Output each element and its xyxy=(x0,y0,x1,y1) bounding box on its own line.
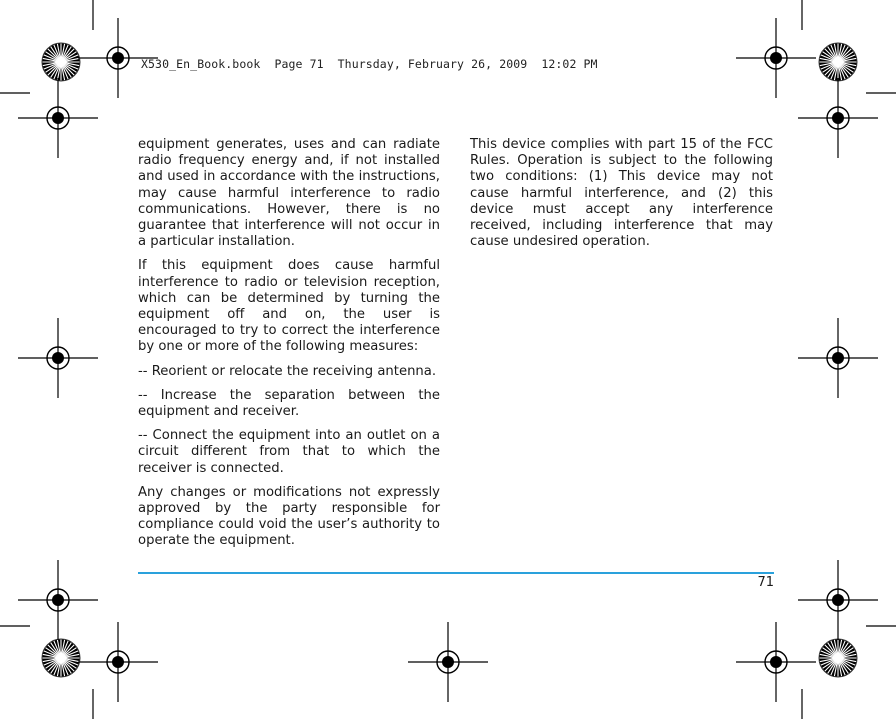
paragraph: -- Reorient or relocate the receiving antenna. xyxy=(138,363,437,379)
starburst-target-icon xyxy=(42,639,80,677)
paragraph: -- Increase the separation between the equipment and receiver. xyxy=(138,387,440,420)
page-number: 71 xyxy=(757,575,774,590)
right-column xyxy=(470,137,773,258)
paragraph: equipment generates, uses and can radiate radio frequency energy and, if not installed and used in accordance with the instructions, may cause harmful interference to radio communications. However, there is no guarantee that interference will not occur in a particular installation. xyxy=(138,137,440,250)
paragraph: -- Connect the equipment into an outlet on a circuit different from that to which the receiver is connected. xyxy=(138,428,440,476)
registration-target-icon xyxy=(736,18,816,98)
paragraph: Any changes or modifications not expressly approved by the party responsible for compliance could void the user’s authority to operate the equipment. xyxy=(138,484,440,549)
starburst-target-icon xyxy=(819,639,857,677)
left-column xyxy=(138,137,440,558)
footer-rule xyxy=(138,572,774,574)
registration-target-icon xyxy=(18,318,98,398)
starburst-target-icon xyxy=(819,43,857,81)
registration-target-icon xyxy=(798,78,878,158)
registration-target-icon xyxy=(798,560,878,640)
registration-target-icon xyxy=(736,622,816,702)
registration-target-icon xyxy=(18,78,98,158)
registration-target-icon xyxy=(408,622,488,702)
registration-target-icon xyxy=(78,622,158,702)
book-header: X530_En_Book.book Page 71 Thursday, February 26, 2009 12:02 PM xyxy=(141,57,598,71)
paragraph: If this equipment does cause harmful interference to radio or television reception, which can be determined by turning the equipment off and on, the user is encouraged to try to correct the interference by one or more of the following measures: xyxy=(138,258,440,355)
paragraph: This device complies with part 15 of the FCC Rules. Operation is subject to the following two conditions: (1) This device may not cause harmful interference, and (2) this device must accept any interference received, including interference that may cause undesired operation. xyxy=(470,137,773,250)
starburst-target-icon xyxy=(42,43,80,81)
registration-target-icon xyxy=(798,318,878,398)
registration-target-icon xyxy=(18,560,98,640)
